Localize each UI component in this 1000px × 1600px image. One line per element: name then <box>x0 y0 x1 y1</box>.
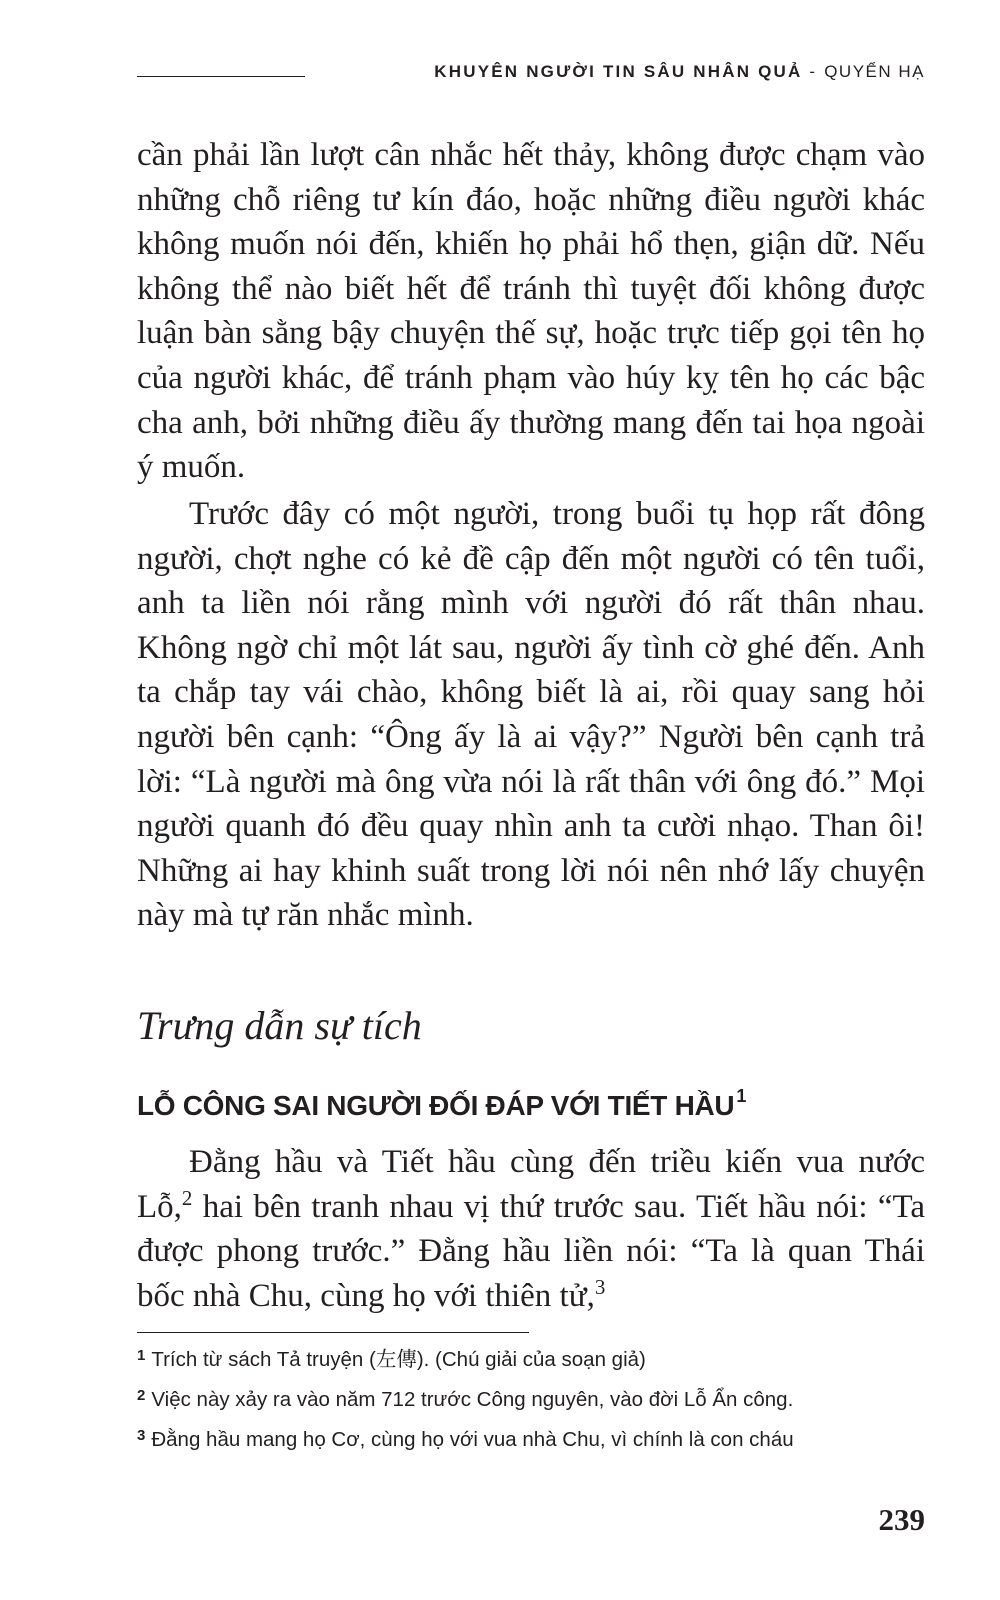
footnote-1 <box>137 1338 937 1378</box>
footnotes <box>137 1338 937 1458</box>
paragraph-2-text: Trước đây có một người, trong buổi tụ họp rất đông người, chợt nghe có kẻ đề cập đến một người có tên tuổi, anh ta liền nói rằng mình với người đó rất thân nhau. Không ngờ chỉ một lát sau, người ấy tình cờ ghé đến. Anh ta chắp tay vái chào, không biết là ai, rồi quay sang hỏi người bên cạnh: “Ông ấy là ai vậy?” Người bên cạnh trả lời: “Là người mà ông vừa nói là rất thân với ông đó.” Mọi người quanh đó đều quay nhìn anh ta cười nhạo. Than ôi! Những ai hay khinh suất trong lời nói nên nhớ lấy chuyện này mà tự răn nhắc mình. <box>137 496 925 934</box>
story-title-footnote-ref: 1 <box>736 1086 747 1106</box>
story-text-b: hai bên tranh nhau vị thứ trước sau. Tiết hầu nói: “Ta được phong trước.” Đằng hầu liền nói: “Ta là quan Thái bốc nhà Chu, cùng họ với thiên tử, <box>137 1188 925 1314</box>
footnote-1-number: 1 <box>137 1347 146 1364</box>
footnote-ref-2: 2 <box>181 1185 193 1210</box>
header-book-title: KHUYÊN NGƯỜI TIN SÂU NHÂN QUẢ <box>434 62 803 81</box>
section-title: Trưng dẫn sự tích <box>137 1003 422 1048</box>
footnote-3 <box>137 1418 937 1458</box>
header-rule <box>137 76 305 77</box>
story-title-text: LỖ CÔNG SAI NGƯỜI ĐỐI ĐÁP VỚI TIẾT HẦU <box>137 1090 735 1121</box>
header-separator: - <box>802 62 825 81</box>
paragraph-2 <box>137 492 925 938</box>
footnote-2 <box>137 1378 937 1418</box>
story-paragraph <box>137 1140 925 1318</box>
footnote-ref-3: 3 <box>594 1274 606 1299</box>
footnote-1-text: Trích từ sách Tả truyện (左傳). (Chú giải của soạn giả) <box>151 1348 646 1371</box>
header-volume: QUYỂN HẠ <box>824 62 925 81</box>
running-header <box>434 62 925 82</box>
story-text-a: Đằng hầu và Tiết hầu cùng đến triều kiến vua nước Lỗ, <box>137 1144 925 1225</box>
page-number: 239 <box>878 1502 925 1537</box>
paragraph-1 <box>137 133 925 490</box>
story-title <box>137 1086 746 1122</box>
footnote-3-number: 3 <box>137 1427 146 1444</box>
footnote-rule <box>137 1332 529 1333</box>
footnote-3-text: Đằng hầu mang họ Cơ, cùng họ với vua nhà Chu, vì chính là con cháu <box>151 1428 794 1451</box>
paragraph-1-text: cần phải lần lượt cân nhắc hết thảy, không được chạm vào những chỗ riêng tư kín đáo, hoặc những điều người khác không muốn nói đến, khiến họ phải hổ thẹn, giận dữ. Nếu không thể nào biết hết để tránh thì tuyệt đối không được luận bàn sằng bậy chuyện thế sự, hoặc trực tiếp gọi tên họ của người khác, để tránh phạm vào húy kỵ tên họ các bậc cha anh, bởi những điều ấy thường mang đến tai họa ngoài ý muốn. <box>137 137 925 486</box>
footnote-2-text: Việc này xảy ra vào năm 712 trước Công nguyên, vào đời Lỗ Ẩn công. <box>151 1388 794 1411</box>
footnote-2-number: 2 <box>137 1387 146 1404</box>
story-paragraph-text <box>137 1140 925 1318</box>
